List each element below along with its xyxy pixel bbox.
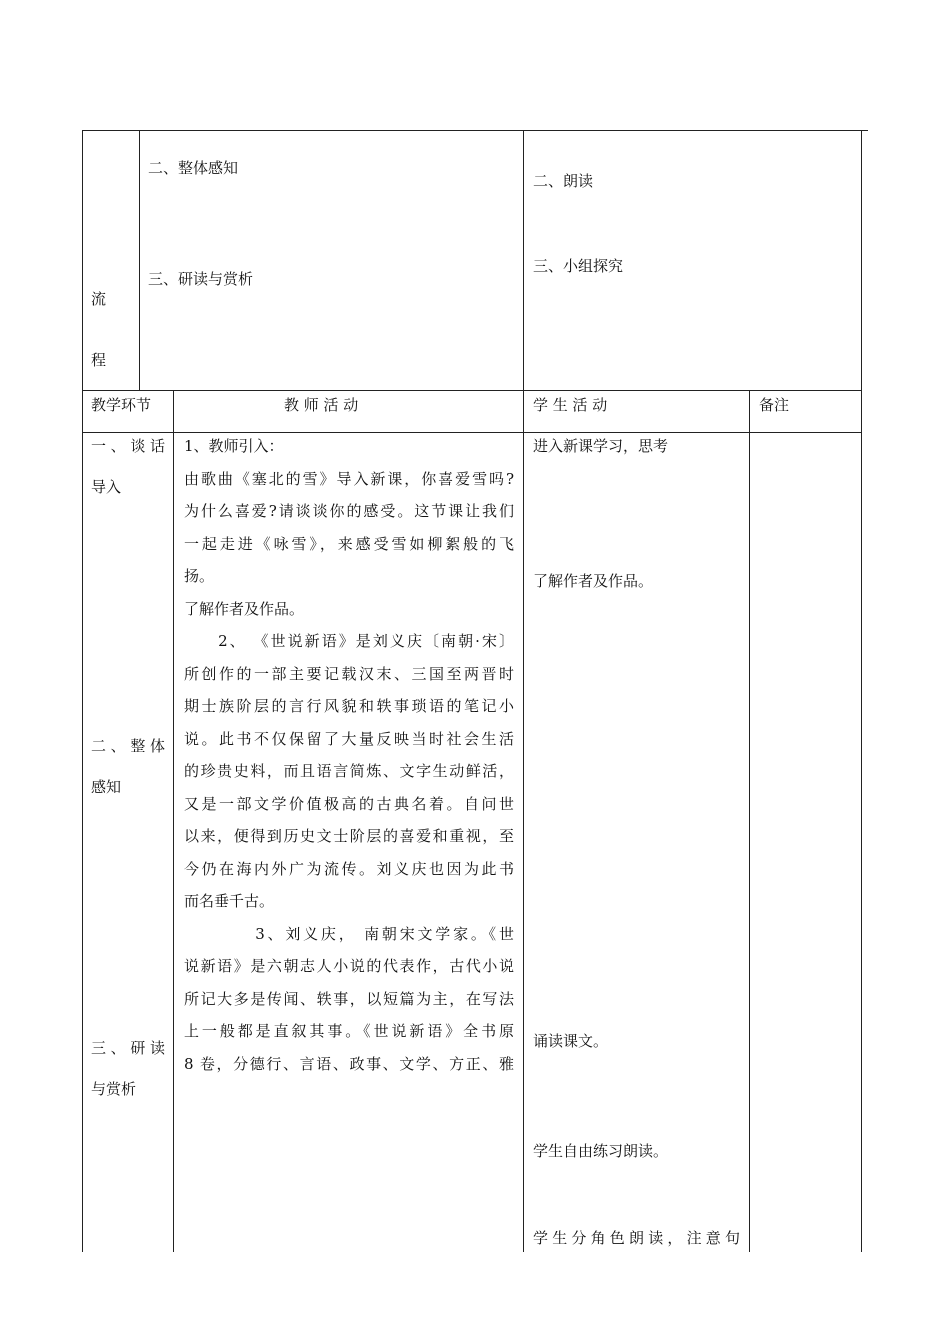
stage-1-line-2: 导入 bbox=[91, 478, 122, 496]
stage-1-line-1: 一、谈话 bbox=[91, 437, 165, 455]
teacher-line: 的珍贵史料，而且语言简炼、文字生动鲜活， bbox=[184, 762, 514, 780]
teacher-line: 说。此书不仅保留了大量反映当时社会生活 bbox=[184, 729, 514, 748]
stage-column-divider bbox=[173, 390, 174, 1252]
stage-3-line-2: 与赏析 bbox=[91, 1080, 137, 1098]
stage-2-line-2: 感知 bbox=[91, 778, 122, 796]
teacher-line: 了解作者及作品。 bbox=[184, 599, 305, 618]
teacher-line: 上一般都是直叙其事。《世说新语》全书原 bbox=[184, 1022, 514, 1040]
header-notes: 备注 bbox=[759, 396, 790, 414]
teacher-line: 1、教师引入： bbox=[184, 437, 284, 455]
left-border bbox=[82, 130, 83, 1252]
teacher-line: 8 卷，分德行、言语、政事、文学、方正、雅 bbox=[184, 1054, 514, 1073]
teacher-line: 所创作的一部主要记载汉末、三国至两晋时 bbox=[184, 664, 514, 683]
teacher-line: 今仍在海内外广为流传。刘义庆也因为此书 bbox=[184, 859, 514, 878]
right-border bbox=[861, 130, 862, 1252]
teacher-student-divider bbox=[523, 130, 524, 1252]
stage-3-line-1: 三、研读 bbox=[91, 1039, 165, 1057]
student-activity-2: 了解作者及作品。 bbox=[533, 572, 654, 590]
flow-label-divider bbox=[139, 130, 140, 390]
student-activity-3: 诵读课文。 bbox=[533, 1032, 609, 1050]
teacher-line: 又是一部文学价值极高的古典名着。自问世 bbox=[184, 794, 514, 813]
teacher-line: 以来，便得到历史文士阶层的喜爱和重视，至 bbox=[184, 827, 514, 845]
flow-student-step-group: 三、小组探究 bbox=[533, 257, 624, 275]
flow-teacher-step-overall: 二、整体感知 bbox=[148, 159, 239, 177]
teacher-line: 扬。 bbox=[184, 567, 215, 585]
teacher-line: 一起走进《咏雪》，来感受雪如柳絮般的飞 bbox=[184, 534, 514, 553]
teacher-line: 期士族阶层的言行风貌和轶事琐语的笔记小 bbox=[184, 697, 514, 715]
student-activity-5: 学生分角色朗读，注意句 bbox=[533, 1229, 740, 1247]
teacher-line: 由歌曲《塞北的雪》导入新课，你喜爱雪吗? bbox=[184, 469, 514, 488]
header-stage: 教学环节 bbox=[91, 396, 152, 414]
header-student-activity: 学 生 活 动 bbox=[533, 396, 608, 414]
student-notes-divider bbox=[749, 390, 750, 1252]
flow-student-step-reading: 二、朗读 bbox=[533, 172, 594, 190]
top-border bbox=[82, 130, 868, 131]
flow-row-bottom-border bbox=[82, 390, 862, 391]
teacher-activity-text bbox=[184, 430, 514, 1080]
student-activity-4: 学生自由练习朗读。 bbox=[533, 1142, 669, 1160]
teacher-line: 为什么喜爱?请谈谈你的感受。这节课让我们 bbox=[184, 502, 514, 520]
flow-teacher-step-analysis: 三、研读与赏析 bbox=[148, 270, 254, 288]
teacher-line: 所记大多是传闻、轶事，以短篇为主，在写法 bbox=[184, 989, 514, 1008]
stage-2-line-1: 二、整体 bbox=[91, 737, 165, 755]
teacher-line: 而名垂千古。 bbox=[184, 892, 275, 910]
flow-label-char-1: 流 bbox=[91, 290, 107, 308]
student-activity-1: 进入新课学习，思考 bbox=[533, 437, 669, 455]
teacher-line: 说新语》是六朝志人小说的代表作，古代小说 bbox=[184, 957, 514, 975]
flow-label-char-2: 程 bbox=[91, 351, 107, 369]
teacher-line: 3、刘义庆， 南朝宋文学家。《世 bbox=[184, 924, 514, 943]
teacher-line: 2、 《世说新语》是刘义庆〔南朝·宋〕 bbox=[184, 632, 514, 650]
header-teacher-activity: 教 师 活 动 bbox=[284, 396, 359, 414]
